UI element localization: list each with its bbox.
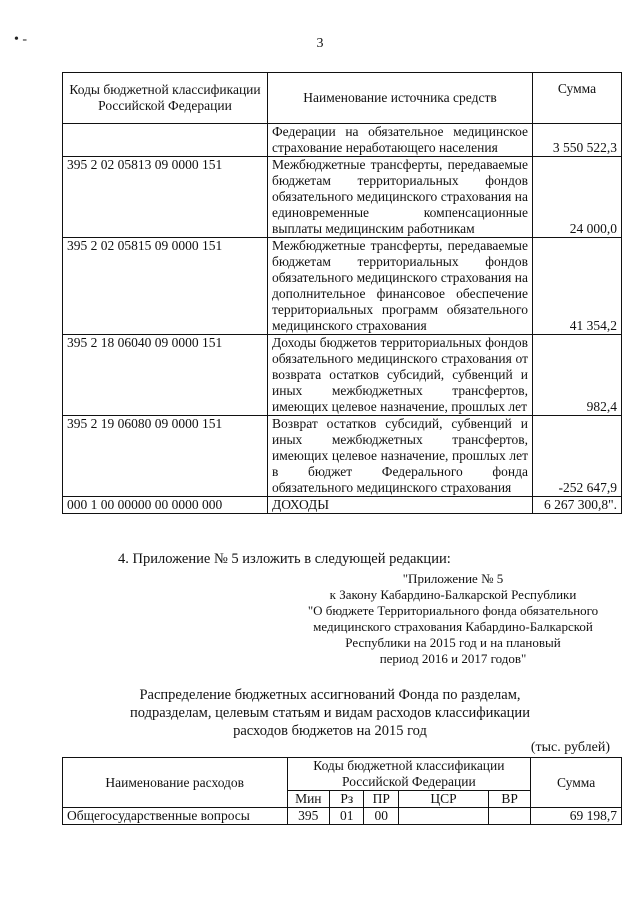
- expenditure-table: [62, 757, 622, 825]
- row-name: ДОХОДЫ: [268, 497, 533, 514]
- row-sum: 41 354,2: [533, 238, 622, 335]
- header-codes: Коды бюджетной классификации Российской Федерации: [287, 758, 531, 791]
- table-row: [63, 238, 622, 335]
- header-csr: ЦСР: [399, 791, 489, 808]
- row-sum: 3 550 522,3: [533, 124, 622, 157]
- title-line: подразделам, целевым статьям и видам расходов классификации: [130, 705, 530, 721]
- row-csr: [399, 808, 489, 825]
- header-pr: ПР: [364, 791, 399, 808]
- row-name: Межбюджетные трансферты, передаваемые бюджетам территориальных фондов обязательного медицинского страхования на единовременные компенсационные выплаты медицинским работникам: [268, 157, 533, 238]
- row-vr: [489, 808, 531, 825]
- row-code: 395 2 18 06040 09 0000 151: [63, 335, 268, 416]
- appendix-line: "О бюджете Территориального фонда обязательного: [307, 603, 599, 618]
- row-sum: 6 267 300,8".: [533, 497, 622, 514]
- row-name: Федерации на обязательное медицинское страхование неработающего населения: [268, 124, 533, 157]
- row-min: 395: [287, 808, 330, 825]
- row-code: 395 2 02 05813 09 0000 151: [63, 157, 268, 238]
- table-row-total: [63, 497, 622, 514]
- row-code: [63, 124, 268, 157]
- expenditure-header-top: [63, 758, 622, 791]
- row-name: Возврат остатков субсидий, субвенций и иных межбюджетных трансфертов, имеющих целевое назначение, прошлых лет в бюджет Федерального фонда обязательного медицинского страхования: [268, 416, 533, 497]
- header-min: Мин: [287, 791, 330, 808]
- table-row: [63, 416, 622, 497]
- appendix-line: к Закону Кабардино-Балкарской Республики: [329, 587, 577, 602]
- appendix-line: "Приложение № 5: [402, 571, 504, 586]
- instruction-text: 4. Приложение № 5 изложить в следующей редакции:: [118, 551, 451, 567]
- appendix-heading: [288, 571, 618, 667]
- title-line: расходов бюджетов на 2015 год: [233, 723, 427, 739]
- row-sum: 24 000,0: [533, 157, 622, 238]
- income-table-header: [63, 73, 622, 124]
- row-sum: 982,4: [533, 335, 622, 416]
- table-row: [63, 124, 622, 157]
- row-pr: 00: [364, 808, 399, 825]
- distribution-title: [100, 686, 560, 740]
- header-sum: Сумма: [533, 73, 622, 124]
- corner-mark: • -: [14, 32, 28, 47]
- table-row: [63, 335, 622, 416]
- appendix-line: Республики на 2015 год и на плановый: [345, 635, 561, 650]
- header-expense-name: Наименование расходов: [63, 758, 288, 808]
- income-table: [62, 72, 622, 514]
- row-rz: 01: [330, 808, 364, 825]
- appendix-line: медицинского страхования Кабардино-Балкарской: [313, 619, 593, 634]
- header-vr: ВР: [489, 791, 531, 808]
- unit-label: (тыс. рублей): [530, 740, 610, 755]
- header-sum: Сумма: [531, 758, 622, 808]
- row-sum: -252 647,9: [533, 416, 622, 497]
- page-number: 3: [316, 36, 324, 51]
- row-code: 395 2 02 05815 09 0000 151: [63, 238, 268, 335]
- title-line: Распределение бюджетных ассигнований Фонда по разделам,: [139, 687, 521, 703]
- row-code: 000 1 00 00000 00 0000 000: [63, 497, 268, 514]
- header-codes: Коды бюджетной классификации Российской Федерации: [63, 73, 268, 124]
- header-rz: Рз: [330, 791, 364, 808]
- header-source-name: Наименование источника средств: [268, 73, 533, 124]
- appendix-line: период 2016 и 2017 годов": [379, 651, 527, 666]
- row-code: 395 2 19 06080 09 0000 151: [63, 416, 268, 497]
- row-name: Общегосударственные вопросы: [63, 808, 288, 825]
- table-row: [63, 157, 622, 238]
- row-sum: 69 198,7: [531, 808, 622, 825]
- row-name: Межбюджетные трансферты, передаваемые бюджетам территориальных фондов обязательного медицинского страхования на дополнительное финансовое обеспечение территориальных программ обязательного медицинского страхования: [268, 238, 533, 335]
- table-row: [63, 808, 622, 825]
- row-name: Доходы бюджетов территориальных фондов обязательного медицинского страхования от возврата остатков субсидий, субвенций и иных межбюджетных трансфертов, имеющих целевое назначение, прошлых лет: [268, 335, 533, 416]
